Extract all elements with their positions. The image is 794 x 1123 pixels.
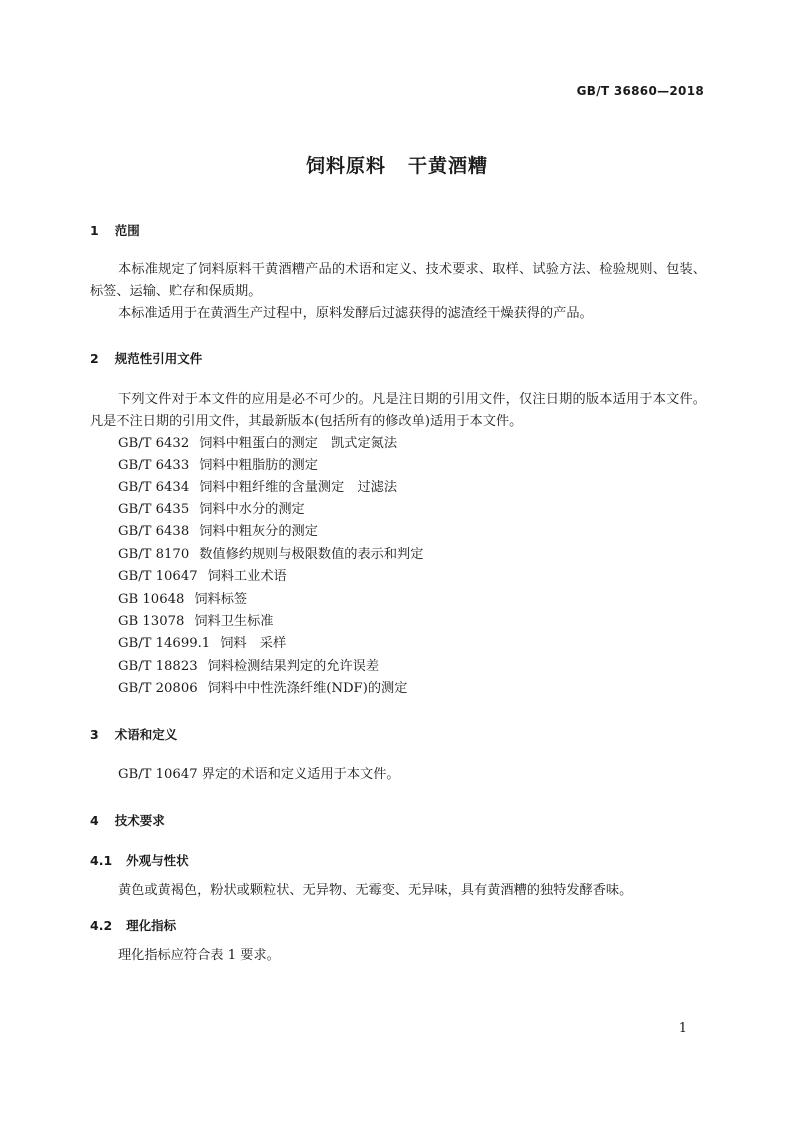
reference-item: GB/T 6433 饲料中粗脂肪的测定 [118, 458, 318, 473]
title-part-a: 饲料原料 [305, 155, 386, 177]
terms-paragraph: GB/T 10647 界定的术语和定义适用于本文件。 [118, 767, 400, 782]
reference-item: GB/T 20806 饲料中中性洗涤纤维(NDF)的测定 [118, 681, 408, 696]
section-heading-3: 3 术语和定义 [90, 727, 178, 742]
reference-item: GB 10648 饲料标签 [118, 592, 248, 607]
reference-item: GB 13078 饲料卫生标准 [118, 614, 274, 629]
reference-item: GB/T 8170 数值修约规则与极限数值的表示和判定 [118, 547, 424, 562]
scope-paragraph-1: 本标准规定了饲料原料干黄酒糟产品的术语和定义、技术要求、取样、试验方法、检验规则、包装、标签、运输、贮存和保质期。 [90, 262, 706, 299]
scope-paragraph-2: 本标准适用于在黄酒生产过程中，原料发酵后过滤获得的滤渣经干燥获得的产品。 [118, 306, 593, 321]
reference-item: GB/T 6434 饲料中粗纤维的含量测定 过滤法 [118, 480, 398, 495]
reference-item: GB/T 6438 饲料中粗灰分的测定 [118, 524, 318, 539]
page-number: 1 [678, 1021, 687, 1036]
reference-item: GB/T 6435 饲料中水分的测定 [118, 502, 305, 517]
appearance-paragraph: 黄色或黄褐色，粉状或颗粒状、无异物、无霉变、无异味，具有黄酒糟的独特发酵香味。 [118, 883, 633, 898]
reference-item: GB/T 6432 饲料中粗蛋白的测定 凯式定氮法 [118, 436, 398, 451]
reference-item: GB/T 10647 饲料工业术语 [118, 569, 287, 584]
section-heading-2: 2 规范性引用文件 [90, 351, 203, 366]
subsection-heading-4-1: 4.1 外观与性状 [90, 853, 189, 868]
reference-item: GB/T 18823 饲料检测结果判定的允许误差 [118, 659, 380, 674]
section-heading-4: 4 技术要求 [90, 813, 165, 828]
references-intro-paragraph: 下列文件对于本文件的应用是必不可少的。凡是注日期的引用文件，仅注日期的版本适用于本文件。凡是不注日期的引用文件，其最新版本(包括所有的修改单)适用于本文件。 [90, 392, 706, 429]
reference-item: GB/T 14699.1 饲料 采样 [118, 636, 287, 651]
section-heading-1: 1 范围 [90, 223, 140, 238]
standard-code: GB/T 36860—2018 [576, 84, 704, 98]
document-title [0, 151, 794, 178]
title-part-b: 干黄酒糟 [408, 155, 489, 177]
physicochemical-paragraph: 理化指标应符合表 1 要求。 [118, 948, 280, 963]
subsection-heading-4-2: 4.2 理化指标 [90, 918, 177, 933]
